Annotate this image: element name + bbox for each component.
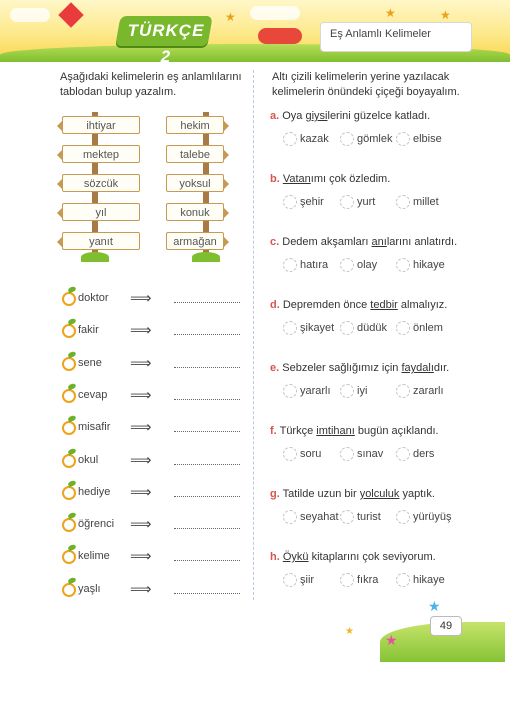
flower-icon[interactable] xyxy=(340,384,354,398)
arrow-icon: ⟹ xyxy=(130,386,152,404)
bullet-icon xyxy=(62,387,76,401)
list-word: hediye xyxy=(78,485,111,498)
answer-line[interactable] xyxy=(174,334,240,335)
flower-icon[interactable] xyxy=(396,195,410,209)
flower-icon[interactable] xyxy=(283,510,297,524)
answer-line[interactable] xyxy=(174,593,240,594)
option-label: düdük xyxy=(357,322,387,334)
question-letter: b. xyxy=(270,173,280,185)
question-letter: c. xyxy=(270,236,280,248)
flower-icon[interactable] xyxy=(283,447,297,461)
arrow-icon: ⟹ xyxy=(130,419,152,437)
answer-line[interactable] xyxy=(174,528,240,529)
underlined-word: Vatan xyxy=(282,173,311,185)
question-letter: g. xyxy=(270,488,280,500)
circle-shape xyxy=(62,550,76,564)
arrow-icon: ⟹ xyxy=(130,354,152,372)
signpost-sign: yanıt xyxy=(62,232,140,250)
underlined-word: yolculuk xyxy=(359,488,400,500)
sentence-post: almalıyız. xyxy=(397,299,448,311)
flower-icon[interactable] xyxy=(340,573,354,587)
leaf-shape xyxy=(67,576,76,583)
circle-shape xyxy=(62,324,76,338)
option-label: yürüyüş xyxy=(413,511,452,523)
underlined-word: giysi xyxy=(305,110,328,122)
sentence-post: bugün açıklandı. xyxy=(354,425,439,437)
circle-shape xyxy=(62,357,76,371)
list-word: öğrenci xyxy=(78,518,115,531)
bullet-icon xyxy=(62,355,76,369)
flower-icon[interactable] xyxy=(340,195,354,209)
list-word: cevap xyxy=(78,388,108,401)
question-letter: f. xyxy=(270,425,277,437)
list-word: yaşlı xyxy=(78,582,101,595)
arrow-icon: ⟹ xyxy=(130,451,152,469)
page-number: 49 xyxy=(430,616,462,636)
question-sentence xyxy=(270,173,490,185)
flower-icon[interactable] xyxy=(396,132,410,146)
page-title: TÜRKÇE 2 xyxy=(127,21,205,66)
question-letter: d. xyxy=(270,299,280,311)
list-word: kelime xyxy=(78,550,110,563)
option-label: sınav xyxy=(357,448,384,460)
flower-icon[interactable] xyxy=(340,132,354,146)
cloud-decoration xyxy=(10,8,50,22)
leaf-shape xyxy=(67,480,76,487)
answer-line[interactable] xyxy=(174,560,240,561)
flower-icon[interactable] xyxy=(340,510,354,524)
flower-icon[interactable] xyxy=(340,447,354,461)
star-icon: ★ xyxy=(225,10,236,24)
answer-line[interactable] xyxy=(174,302,240,303)
question-sentence xyxy=(270,110,490,122)
option-label: şehir xyxy=(300,196,324,208)
option-label: şikayet xyxy=(300,322,335,334)
bullet-icon xyxy=(62,290,76,304)
signpost-sign: talebe xyxy=(166,145,224,163)
option-label: hikaye xyxy=(413,259,445,271)
flower-icon[interactable] xyxy=(340,321,354,335)
circle-shape xyxy=(62,454,76,468)
answer-line[interactable] xyxy=(174,496,240,497)
option-label: şiir xyxy=(300,574,315,586)
signpost-sign: ihtiyar xyxy=(62,116,140,134)
question-letter: h. xyxy=(270,551,280,563)
question-sentence xyxy=(270,425,490,437)
flower-icon[interactable] xyxy=(396,447,410,461)
bullet-icon xyxy=(62,322,76,336)
sentence-pre: Sebzeler sağlığımız için xyxy=(282,362,402,374)
sentence-post: ımı çok özledim. xyxy=(310,173,391,185)
option-label: iyi xyxy=(357,385,368,397)
bullet-icon xyxy=(62,419,76,433)
option-label: turist xyxy=(357,511,381,523)
option-label: gömlek xyxy=(357,133,393,145)
option-label: hikaye xyxy=(413,574,445,586)
circle-shape xyxy=(62,518,76,532)
flower-icon[interactable] xyxy=(283,384,297,398)
option-label: olay xyxy=(357,259,378,271)
star-icon: ★ xyxy=(440,8,451,22)
page-subtitle: Eş Anlamlı Kelimeler xyxy=(330,28,431,40)
underlined-word: anı xyxy=(371,236,387,248)
signpost-sign: yıl xyxy=(62,203,140,221)
sentence-pre: Tatilde uzun bir xyxy=(282,488,360,500)
option-label: seyahat xyxy=(300,511,339,523)
arrow-icon: ⟹ xyxy=(130,548,152,566)
underlined-word: imtihanı xyxy=(316,425,355,437)
list-word: misafir xyxy=(78,421,111,434)
list-word: sene xyxy=(78,356,102,369)
question-sentence xyxy=(270,362,490,374)
circle-shape xyxy=(62,486,76,500)
signpost-sign: sözcük xyxy=(62,174,140,192)
answer-line[interactable] xyxy=(174,399,240,400)
right-instructions: Altı çizili kelimelerin yerine yazılacak kelimelerin önündeki çiçeği boyayalım. xyxy=(272,71,460,98)
bullet-icon xyxy=(62,548,76,562)
leaf-shape xyxy=(67,286,76,293)
sentence-pre: Dedem akşamları xyxy=(282,236,372,248)
list-word: doktor xyxy=(78,292,109,304)
grass-tuft xyxy=(192,252,220,262)
star-icon: ★ xyxy=(385,632,398,648)
answer-line[interactable] xyxy=(174,367,240,368)
question-sentence xyxy=(270,236,490,248)
circle-shape xyxy=(62,583,76,597)
arrow-icon: ⟹ xyxy=(130,483,152,501)
list-word: okul xyxy=(78,453,99,466)
list-word: fakir xyxy=(78,324,99,337)
signpost-sign: yoksul xyxy=(166,174,224,192)
flower-icon[interactable] xyxy=(283,258,297,272)
option-label: yararlı xyxy=(300,385,331,397)
sentence-pre: Türkçe xyxy=(279,425,317,437)
signpost-sign: mektep xyxy=(62,145,140,163)
option-label: kazak xyxy=(300,133,329,145)
arrow-icon: ⟹ xyxy=(130,580,152,598)
option-label: soru xyxy=(300,448,322,460)
question-letter: e. xyxy=(270,362,280,374)
question-sentence xyxy=(270,551,490,563)
flower-icon[interactable] xyxy=(396,573,410,587)
sentence-pre: Oya xyxy=(282,110,306,122)
circle-shape xyxy=(62,292,76,306)
sentence-post: kitaplarını çok seviyorum. xyxy=(308,551,436,563)
flower-icon[interactable] xyxy=(396,510,410,524)
flower-icon[interactable] xyxy=(396,384,410,398)
bullet-icon xyxy=(62,516,76,530)
flower-icon[interactable] xyxy=(396,321,410,335)
flower-icon[interactable] xyxy=(283,195,297,209)
leaf-shape xyxy=(67,350,76,357)
option-label: elbise xyxy=(413,133,442,145)
option-label: ders xyxy=(413,448,435,460)
option-label: zararlı xyxy=(413,385,444,397)
option-label: millet xyxy=(413,196,439,208)
option-label: yurt xyxy=(357,196,376,208)
signpost-sign: hekim xyxy=(166,116,224,134)
answer-line[interactable] xyxy=(174,464,240,465)
flower-icon[interactable] xyxy=(340,258,354,272)
star-icon: ★ xyxy=(428,598,441,614)
sentence-post: larını anlatırdı. xyxy=(386,236,458,248)
circle-shape xyxy=(62,421,76,435)
star-icon: ★ xyxy=(385,6,396,20)
signpost-sign: konuk xyxy=(166,203,224,221)
sentence-post: yaptık. xyxy=(399,488,435,500)
flower-icon[interactable] xyxy=(283,132,297,146)
circle-shape xyxy=(62,389,76,403)
arrow-icon: ⟹ xyxy=(130,516,152,534)
star-icon: ★ xyxy=(345,626,354,637)
question-letter: a. xyxy=(270,110,280,122)
arrow-icon: ⟹ xyxy=(130,322,152,340)
bullet-icon xyxy=(62,581,76,595)
underlined-word: Öykü xyxy=(282,551,309,563)
column-divider xyxy=(253,70,254,600)
option-label: fıkra xyxy=(357,574,379,586)
underlined-word: tedbir xyxy=(370,299,398,311)
leaf-shape xyxy=(67,383,76,390)
bullet-icon xyxy=(62,484,76,498)
question-sentence xyxy=(270,299,490,311)
left-instructions: Aşağıdaki kelimelerin eş anlamlılarını tablodan bulup yazalım. xyxy=(60,71,242,98)
question-sentence xyxy=(270,488,490,500)
arrow-icon: ⟹ xyxy=(130,290,152,307)
airplane-icon xyxy=(258,28,302,44)
cloud-decoration xyxy=(250,6,300,20)
answer-line[interactable] xyxy=(174,431,240,432)
sentence-pre: Depremden önce xyxy=(282,299,371,311)
bullet-icon xyxy=(62,452,76,466)
flower-icon[interactable] xyxy=(283,573,297,587)
sentence-post: dır. xyxy=(433,362,450,374)
option-label: hatıra xyxy=(300,259,329,271)
flower-icon[interactable] xyxy=(396,258,410,272)
signpost-sign: armağan xyxy=(166,232,224,250)
flower-icon[interactable] xyxy=(283,321,297,335)
grass-tuft xyxy=(81,252,109,262)
underlined-word: faydalı xyxy=(401,362,434,374)
option-label: önlem xyxy=(413,322,443,334)
sentence-post: lerini güzelce katladı. xyxy=(327,110,431,122)
leaf-shape xyxy=(67,447,76,454)
